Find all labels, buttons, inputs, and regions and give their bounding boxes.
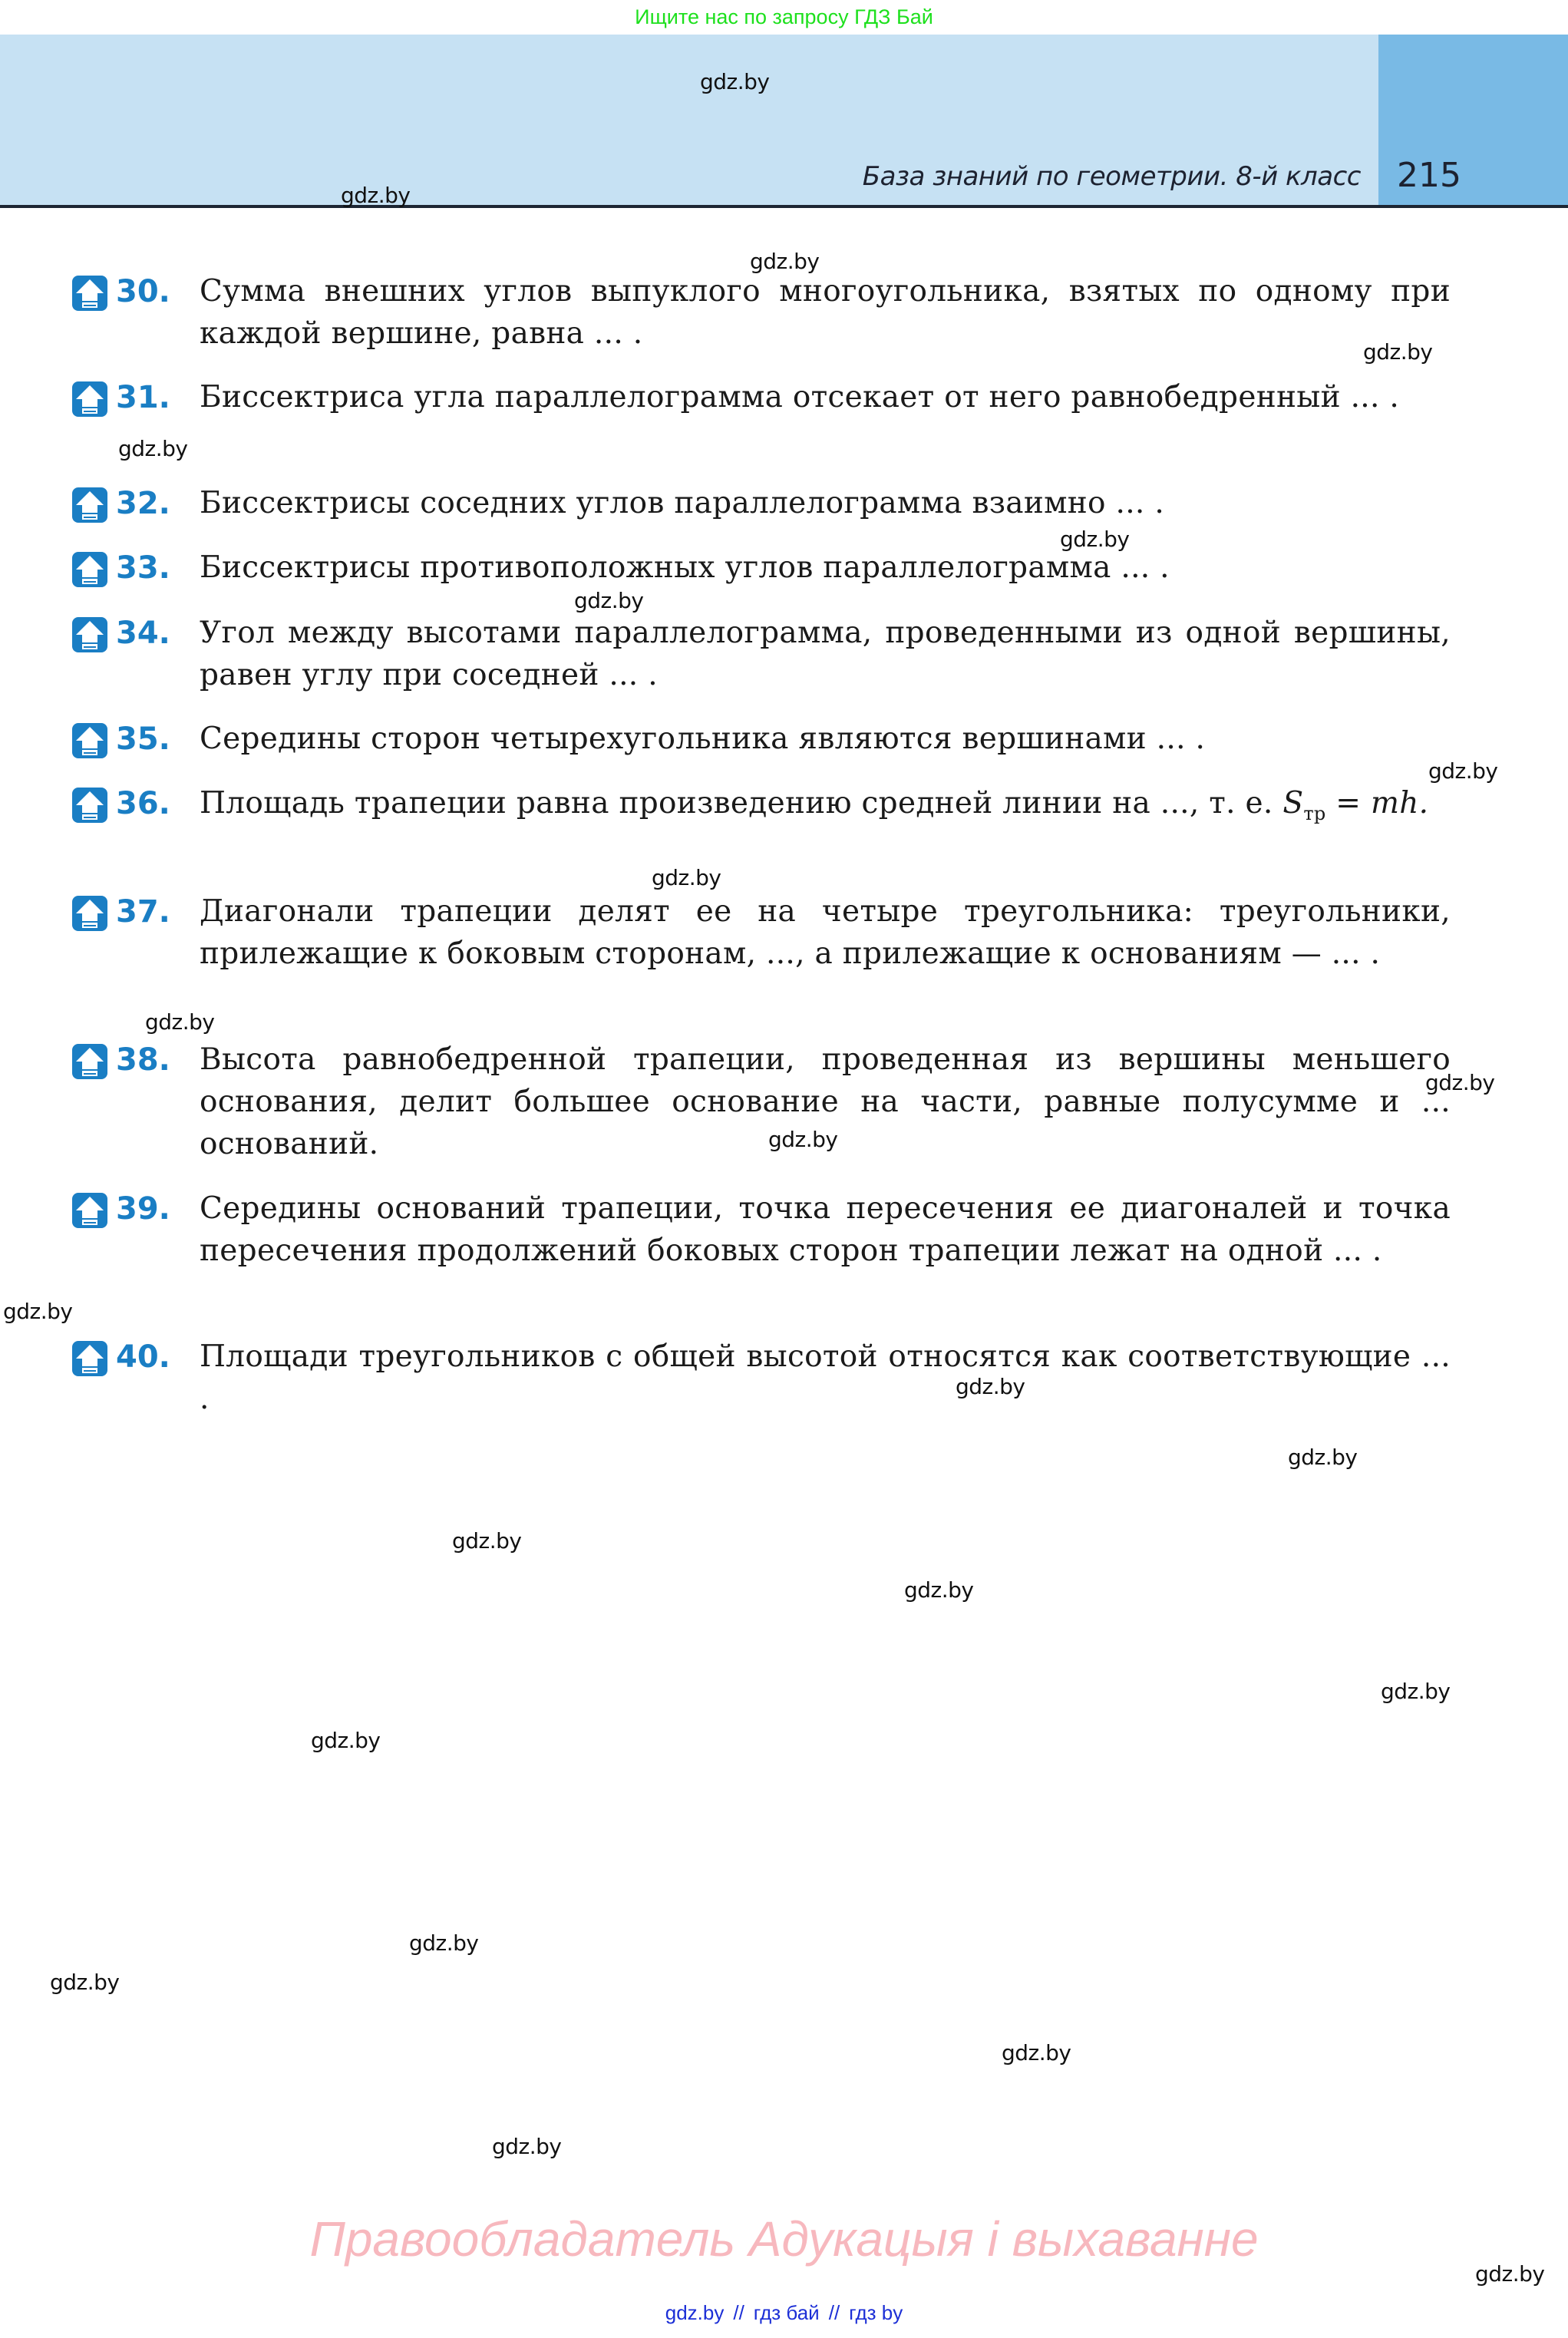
house-arrow-icon: [71, 1192, 108, 1229]
watermark: gdz.by: [50, 1970, 120, 1995]
item-text-body: Площадь трапеции равна произведению средней линии на ..., т. е.: [200, 786, 1273, 821]
footer-links: [0, 2301, 1568, 2325]
house-arrow-icon: [71, 616, 108, 653]
house-arrow-icon: [71, 275, 108, 312]
watermark: gdz.by: [452, 1528, 522, 1554]
footer-link-gdz-by[interactable]: gdz.by: [665, 2301, 725, 2324]
footer-separator: //: [828, 2301, 840, 2324]
item-number: 40.: [116, 1339, 170, 1375]
watermark: gdz.by: [311, 1728, 381, 1753]
item-number: 32.: [116, 486, 170, 521]
watermark: gdz.by: [1428, 758, 1498, 784]
watermark: gdz.by: [1060, 527, 1130, 552]
item-text: [200, 782, 1451, 835]
item-number: 31.: [116, 380, 170, 415]
watermark: gdz.by: [700, 69, 770, 94]
watermark: gdz.by: [3, 1299, 73, 1324]
watermark: gdz.by: [768, 1127, 838, 1152]
footer-separator: //: [733, 2301, 744, 2324]
item-number: 38.: [116, 1042, 170, 1078]
watermark: gdz.by: [1381, 1679, 1451, 1704]
watermark: gdz.by: [956, 1374, 1025, 1399]
house-arrow-icon: [71, 487, 108, 523]
house-arrow-icon: [71, 1340, 108, 1377]
watermark: gdz.by: [652, 865, 721, 890]
item-text: Угол между высотами параллелограмма, проведенными из одной вершины, равен углу при соседней ... .: [200, 616, 1451, 692]
watermark: gdz.by: [118, 436, 188, 461]
item-number: 30.: [116, 274, 170, 309]
item-number: 35.: [116, 722, 170, 757]
watermark: gdz.by: [341, 183, 411, 208]
item-number: 34.: [116, 616, 170, 651]
watermark: gdz.by: [750, 249, 820, 274]
area-formula: [1282, 786, 1429, 824]
page-header: [0, 35, 1568, 208]
book-title: База знаний по геометрии. 8-й класс: [862, 161, 1361, 192]
house-arrow-icon: [71, 787, 108, 824]
watermark: gdz.by: [145, 1009, 215, 1035]
item-text: Биссектриса угла параллелограмма отсекает от него равнобедренный ... .: [200, 380, 1400, 414]
item-number: 33.: [116, 550, 170, 586]
page-number: 215: [1397, 156, 1461, 195]
formula-subscript: тр: [1303, 802, 1326, 824]
house-arrow-icon: [71, 381, 108, 418]
formula-lhs: S: [1282, 786, 1304, 821]
watermark: gdz.by: [409, 1930, 479, 1956]
formula-rhs: = mh.: [1325, 786, 1429, 821]
watermark: gdz.by: [1288, 1445, 1358, 1470]
watermark: gdz.by: [1475, 2261, 1545, 2287]
copyright-holder-notice: Правообладатель Адукацыя і выхаванне: [309, 2211, 1259, 2267]
item-text: Диагонали трапеции делят ее на четыре треугольника: треугольники, прилежащие к боковым сторонам, ..., а прилежащие к основаниям — ... .: [200, 894, 1451, 971]
watermark: gdz.by: [574, 588, 644, 613]
watermark: gdz.by: [1425, 1070, 1495, 1095]
item-text: Биссектрисы соседних углов параллелограмма взаимно ... .: [200, 486, 1165, 520]
item-number: 36.: [116, 786, 170, 821]
item-text: Сумма внешних углов выпуклого многоугольника, взятых по одному при каждой вершине, равна ... .: [200, 274, 1451, 351]
item-number: 39.: [116, 1191, 170, 1227]
house-arrow-icon: [71, 722, 108, 759]
item-text: Высота равнобедренной трапеции, проведенная из вершины меньшего основания, делит большее основание на части, равные полусумме и ... оснований.: [200, 1042, 1451, 1161]
watermark: gdz.by: [1002, 2040, 1071, 2066]
item-text: Площади треугольников с общей высотой относятся как соответствующие ... .: [200, 1339, 1451, 1416]
item-number: 37.: [116, 894, 170, 930]
item-text: Биссектрисы противоположных углов параллелограмма ... .: [200, 550, 1170, 585]
house-arrow-icon: [71, 551, 108, 588]
search-promo-banner: Ищите нас по запросу ГДЗ Бай: [635, 5, 933, 28]
watermark: gdz.by: [1363, 339, 1433, 365]
footer-link-gdz-by-cyr[interactable]: гдз by: [849, 2301, 903, 2324]
watermark: gdz.by: [904, 1577, 974, 1603]
footer-link-gdz-bai[interactable]: гдз бай: [753, 2301, 820, 2324]
item-text: Середины сторон четырехугольника являются вершинами ... .: [200, 722, 1206, 756]
house-arrow-icon: [71, 895, 108, 932]
watermark: gdz.by: [492, 2134, 562, 2159]
house-arrow-icon: [71, 1043, 108, 1080]
item-text: Середины оснований трапеции, точка пересечения ее диагоналей и точка пересечения продолжений боковых сторон трапеции лежат на одной ... .: [200, 1191, 1451, 1268]
